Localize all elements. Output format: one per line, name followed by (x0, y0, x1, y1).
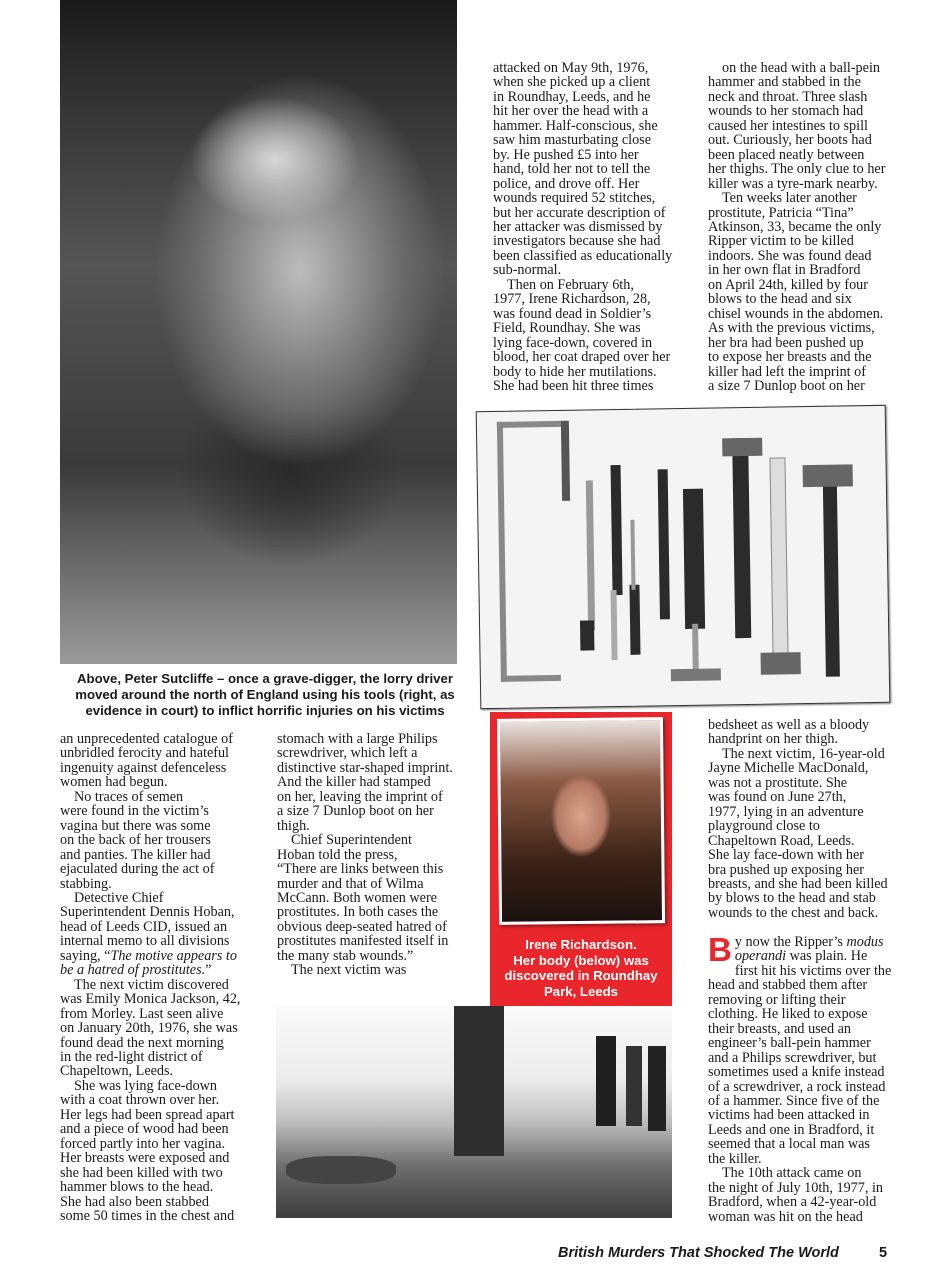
text-line: to expose her breasts and the (708, 349, 872, 366)
portrait-caption (60, 671, 470, 719)
text-line: lying face-down, covered in (493, 334, 653, 351)
text-line: chisel wounds in the abdomen. (708, 305, 884, 322)
text-line: The 10th attack came on (722, 1165, 862, 1182)
text-line: a size 7 Dunlop boot on her (708, 377, 865, 394)
text-line: her thighs. The only clue to her (708, 161, 886, 178)
text-line: The next victim, 16-year-old (722, 745, 885, 762)
text-segment: was plain. He (786, 948, 868, 965)
text-line: clothing. He liked to expose (708, 1006, 868, 1023)
text-line: She had been hit three times (493, 377, 654, 394)
text-line: No traces of semen (74, 788, 184, 805)
text-line: breasts, and she had been killed (708, 875, 888, 892)
text-line: of a screwdriver, a rock instead (708, 1078, 886, 1095)
text-line (60, 949, 240, 963)
text-line: woman was hit on the head (708, 1208, 863, 1225)
text-line: Leeds and one in Bradford, it (708, 1121, 875, 1138)
text-line: with a coat thrown over her. (60, 1092, 220, 1109)
text-line: murder and that of Wilma (277, 875, 424, 892)
text-line: her attacker was dismissed by (493, 218, 663, 235)
text-column (493, 61, 672, 393)
magazine-title-footer: British Murders That Shocked The World (558, 1245, 839, 1261)
text-line: blows to the head and six (708, 291, 852, 308)
text-line: seemed that a local man was (708, 1136, 870, 1153)
text-segment: saying, “ (60, 947, 111, 964)
text-line: hammer blows to the head. (60, 1179, 214, 1196)
text-line: in Roundhay, Leeds, and he (493, 88, 651, 105)
text-line: unbridled ferocity and hateful (60, 745, 230, 762)
text-line: Ripper victim to be killed (708, 233, 854, 250)
text-line: McCann. Both women were (277, 889, 437, 906)
text-line: The next victim was (291, 962, 407, 979)
text-line: She was lying face-down (74, 1077, 218, 1094)
caption-line: Park, Leeds (543, 983, 619, 999)
text-line (60, 963, 240, 977)
text-line: were found in the victim’s (60, 803, 209, 820)
text-line: out. Curiously, her boots had (708, 132, 872, 149)
caption-line: discovered in Roundhay (504, 968, 658, 983)
text-line: 1977, lying in an adventure (708, 803, 864, 820)
caption-line: moved around the north of England using his tools (right, as (75, 687, 455, 702)
text-line: and a piece of wood had been (60, 1121, 229, 1138)
italic-text: be a hatred of prostitutes. (60, 962, 206, 979)
text-line: of a hammer. Since five of the (708, 1092, 880, 1109)
text-line: was found dead in Soldier’s (493, 305, 652, 322)
text-line: “There are links between this (277, 861, 444, 878)
text-line: Bradford, when a 42-year-old (708, 1194, 877, 1211)
text-line: vagina but there was some (60, 817, 211, 834)
caption-line: Her body (below) was (513, 952, 649, 968)
text-line: As with the previous victims, (708, 320, 875, 337)
text-line: Hoban told the press, (277, 846, 398, 863)
text-column (277, 732, 453, 978)
text-line: prostitutes manifested itself in (277, 933, 449, 950)
text-line: Detective Chief (74, 889, 164, 906)
text-line: sometimes used a knife instead (708, 1064, 885, 1081)
text-line: by. He pushed £5 into her (493, 146, 639, 163)
text-line: Chapeltown, Leeds. (60, 1063, 174, 1080)
caption-line: evidence in court) to inflict horrific injuries on his victims (85, 703, 445, 718)
text-line: body to hide her mutilations. (493, 363, 657, 380)
text-column (708, 931, 893, 1225)
text-line: found dead the next morning (60, 1034, 224, 1051)
text-line: wounds to her stomach had (708, 103, 864, 120)
text-line: head and stabbed them after (708, 977, 868, 994)
caption-line: Irene Richardson. (525, 937, 637, 952)
text-line: saw him masturbating close (493, 132, 652, 149)
text-segment: y now the Ripper’s (734, 934, 847, 950)
text-line: ingenuity against defenceless (60, 759, 227, 776)
text-line: blood, her coat draped over her (493, 349, 671, 366)
italic-text: The motive appears to (110, 947, 237, 964)
page-number: 5 (879, 1245, 888, 1261)
text-line: killer had left the imprint of (708, 363, 866, 380)
italic-text: modus (846, 934, 884, 950)
portrait-photo-peter-sutcliffe (60, 0, 457, 664)
irene-caption (490, 937, 672, 999)
text-line: removing or lifting their (708, 991, 846, 1008)
text-line: from Morley. Last seen alive (60, 1005, 224, 1022)
text-line: bedsheet as well as a bloody (708, 717, 870, 733)
text-line: She lay face-down with her (708, 847, 865, 864)
text-line: head of Leeds CID, issued an (60, 918, 228, 935)
text-line: the many stab wounds.” (277, 947, 414, 964)
text-line: on the back of her trousers (60, 832, 211, 849)
text-line: Atkinson, 33, became the only (708, 218, 882, 235)
text-line: internal memo to all divisions (60, 933, 230, 950)
text-line: when she picked up a client (493, 74, 651, 91)
text-line: prostitute, Patricia “Tina” (708, 204, 854, 221)
drop-cap: B (708, 931, 732, 968)
text-line: first hit his victims over the (734, 962, 892, 979)
text-line: their breasts, and used an (708, 1020, 852, 1037)
text-line: Her legs had been spread apart (60, 1106, 235, 1123)
text-line: Then on February 6th, (507, 276, 634, 293)
text-line: She had also been stabbed (60, 1193, 209, 1210)
text-line: stabbing. (60, 875, 112, 892)
text-column (708, 718, 888, 920)
crime-scene-photo (276, 1006, 672, 1218)
text-line: obvious deep-seated hatred of (277, 918, 447, 935)
text-line: a size 7 Dunlop boot on her (277, 803, 434, 820)
text-line: victims had been attacked in (708, 1107, 870, 1124)
text-line: her bra had been pushed up (708, 334, 864, 351)
text-line: was found on June 27th, (708, 789, 847, 806)
text-line: neck and throat. Three slash (708, 88, 868, 105)
text-line: Field, Roundhay. She was (493, 320, 641, 337)
text-line: hand, told her not to tell the (493, 161, 651, 178)
text-line: in the red-light district of (60, 1048, 203, 1065)
text-line: 1977, Irene Richardson, 28, (493, 291, 651, 308)
text-line: hammer. Half-conscious, she (493, 117, 658, 134)
text-line: in her own flat in Bradford (708, 262, 861, 279)
text-line: was Emily Monica Jackson, 42, (60, 991, 241, 1008)
text-segment: ” (205, 962, 212, 979)
tools-evidence-photo (476, 405, 891, 709)
text-line: playground close to (708, 818, 820, 835)
text-line: ejaculated during the act of (60, 861, 215, 878)
text-line: Superintendent Dennis Hoban, (60, 904, 235, 921)
text-column (60, 732, 240, 1223)
text-line: been placed neatly between (708, 146, 865, 163)
text-line: some 50 times in the chest and (60, 1207, 235, 1224)
text-line: sub-normal. (493, 262, 562, 279)
irene-richardson-photo (497, 717, 665, 925)
text-line (708, 949, 893, 963)
text-line: Chapeltown Road, Leeds. (708, 832, 855, 849)
text-line: indoors. She was found dead (708, 247, 872, 264)
text-line: Jayne Michelle MacDonald, (708, 760, 869, 777)
irene-richardson-panel (490, 712, 672, 1006)
text-line: on her, leaving the imprint of (277, 788, 443, 805)
text-line: And the killer had stamped (277, 774, 431, 791)
text-line: forced partly into her vagina. (60, 1135, 226, 1152)
text-line: been classified as educationally (493, 247, 673, 264)
italic-text: operandi (734, 948, 787, 965)
text-line: wounds to the chest and back. (708, 904, 879, 921)
text-line: Chief Superintendent (291, 832, 412, 849)
text-line (708, 935, 893, 949)
text-line: Ten weeks later another (722, 190, 857, 207)
text-line: on April 24th, killed by four (708, 276, 868, 293)
text-line: screwdriver, which left a (277, 745, 418, 762)
text-line: Her breasts were exposed and (60, 1150, 230, 1167)
text-line: the killer. (708, 1150, 762, 1167)
text-line: The next victim discovered (74, 976, 229, 993)
text-line: on January 20th, 1976, she was (60, 1020, 238, 1037)
text-line: was not a prostitute. She (708, 774, 848, 791)
text-line: she had been killed with two (60, 1164, 223, 1181)
text-line: and panties. The killer had (60, 846, 211, 863)
text-line: hit her over the head with a (493, 103, 649, 120)
text-line: an unprecedented catalogue of (60, 731, 233, 747)
text-column (708, 61, 885, 393)
text-line: bra pushed up exposing her (708, 861, 865, 878)
text-line: stomach with a large Philips (277, 731, 438, 747)
text-line: investigators because she had (493, 233, 661, 250)
text-line: police, and drove off. Her (493, 175, 640, 192)
text-line: by blows to the head and stab (708, 890, 876, 907)
caption-line: Above, Peter Sutcliffe – once a grave-digger, the lorry driver (77, 671, 453, 686)
text-line: handprint on her thigh. (708, 731, 839, 748)
text-line: attacked on May 9th, 1976, (493, 60, 649, 76)
text-line: wounds required 52 stitches, (493, 190, 656, 207)
text-line: prostitutes. In both cases the (277, 904, 439, 921)
text-line: hammer and stabbed in the (708, 74, 861, 91)
text-line: caused her intestines to spill (708, 117, 868, 134)
text-line: and a Philips screwdriver, but (708, 1049, 877, 1066)
text-line: engineer’s ball-pein hammer (708, 1035, 871, 1052)
text-line: on the head with a ball-pein (722, 60, 880, 76)
text-line: the night of July 10th, 1977, in (708, 1179, 883, 1196)
text-line: killer was a tyre-mark nearby. (708, 175, 878, 192)
text-line: distinctive star-shaped imprint. (277, 759, 453, 776)
text-line: women had begun. (60, 774, 168, 791)
text-line: thigh. (277, 817, 310, 834)
text-line: but her accurate description of (493, 204, 666, 221)
